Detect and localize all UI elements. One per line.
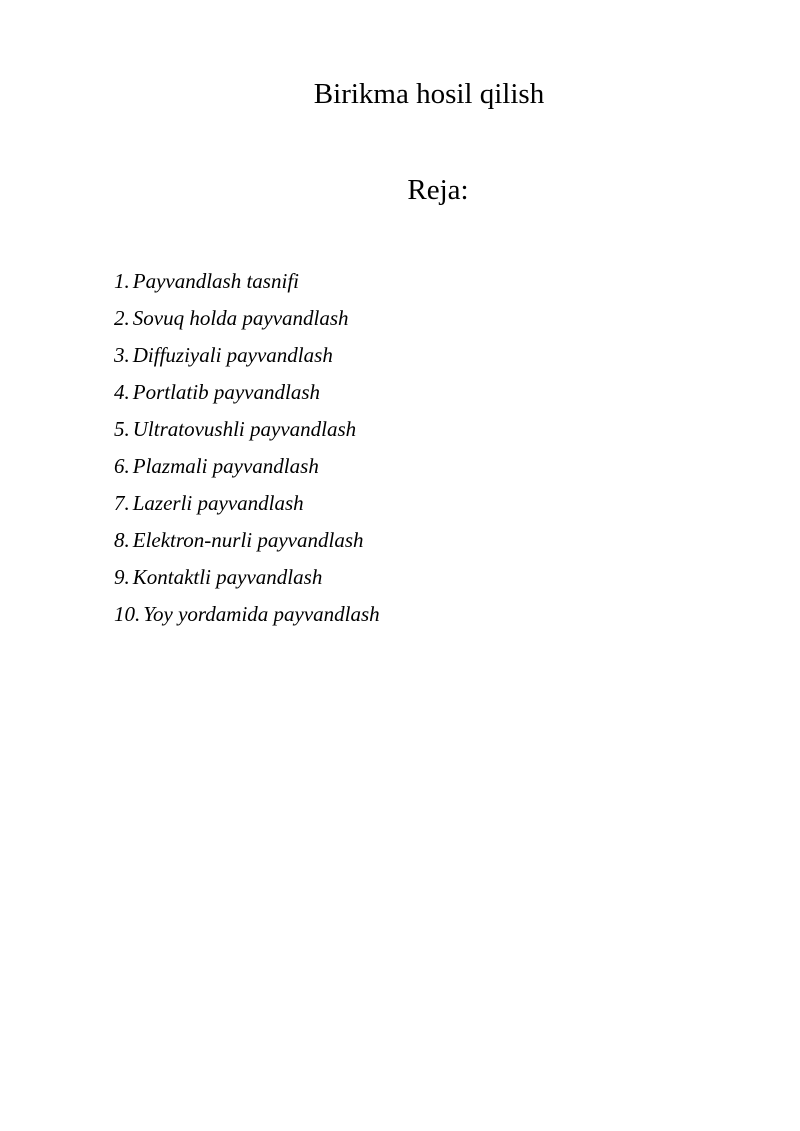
plan-item-text: Portlatib payvandlash bbox=[132, 380, 320, 404]
plan-item-text: Plazmali payvandlash bbox=[132, 454, 319, 478]
plan-item-number: 4. bbox=[114, 380, 130, 404]
plan-list bbox=[114, 263, 380, 633]
plan-item-6 bbox=[114, 448, 380, 485]
plan-item-text: Ultratovushli payvandlash bbox=[132, 417, 357, 441]
plan-item-number: 10. bbox=[114, 602, 141, 626]
plan-item-number: 7. bbox=[114, 491, 130, 515]
plan-item-9 bbox=[114, 559, 380, 596]
plan-item-3 bbox=[114, 337, 380, 374]
plan-item-5 bbox=[114, 411, 380, 448]
plan-item-number: 3. bbox=[114, 343, 130, 367]
plan-item-number: 6. bbox=[114, 454, 130, 478]
plan-item-number: 5. bbox=[114, 417, 130, 441]
plan-item-7 bbox=[114, 485, 380, 522]
plan-item-10 bbox=[114, 596, 380, 633]
plan-item-text: Diffuziyali payvandlash bbox=[132, 343, 333, 367]
plan-item-number: 8. bbox=[114, 528, 130, 552]
plan-item-8 bbox=[114, 522, 380, 559]
plan-heading: Reja: bbox=[407, 174, 469, 206]
plan-item-2 bbox=[114, 300, 380, 337]
plan-item-4 bbox=[114, 374, 380, 411]
document-title: Birikma hosil qilish bbox=[313, 78, 545, 110]
plan-item-text: Yoy yordamida payvandlash bbox=[143, 602, 380, 626]
plan-item-number: 1. bbox=[114, 269, 130, 293]
plan-item-1 bbox=[114, 263, 380, 300]
plan-item-number: 2. bbox=[114, 306, 130, 330]
plan-item-number: 9. bbox=[114, 565, 130, 589]
plan-item-text: Sovuq holda payvandlash bbox=[132, 306, 349, 330]
plan-item-text: Elektron-nurli payvandlash bbox=[132, 528, 364, 552]
plan-item-text: Payvandlash tasnifi bbox=[132, 269, 299, 293]
plan-item-text: Kontaktli payvandlash bbox=[132, 565, 323, 589]
plan-item-text: Lazerli payvandlash bbox=[132, 491, 304, 515]
